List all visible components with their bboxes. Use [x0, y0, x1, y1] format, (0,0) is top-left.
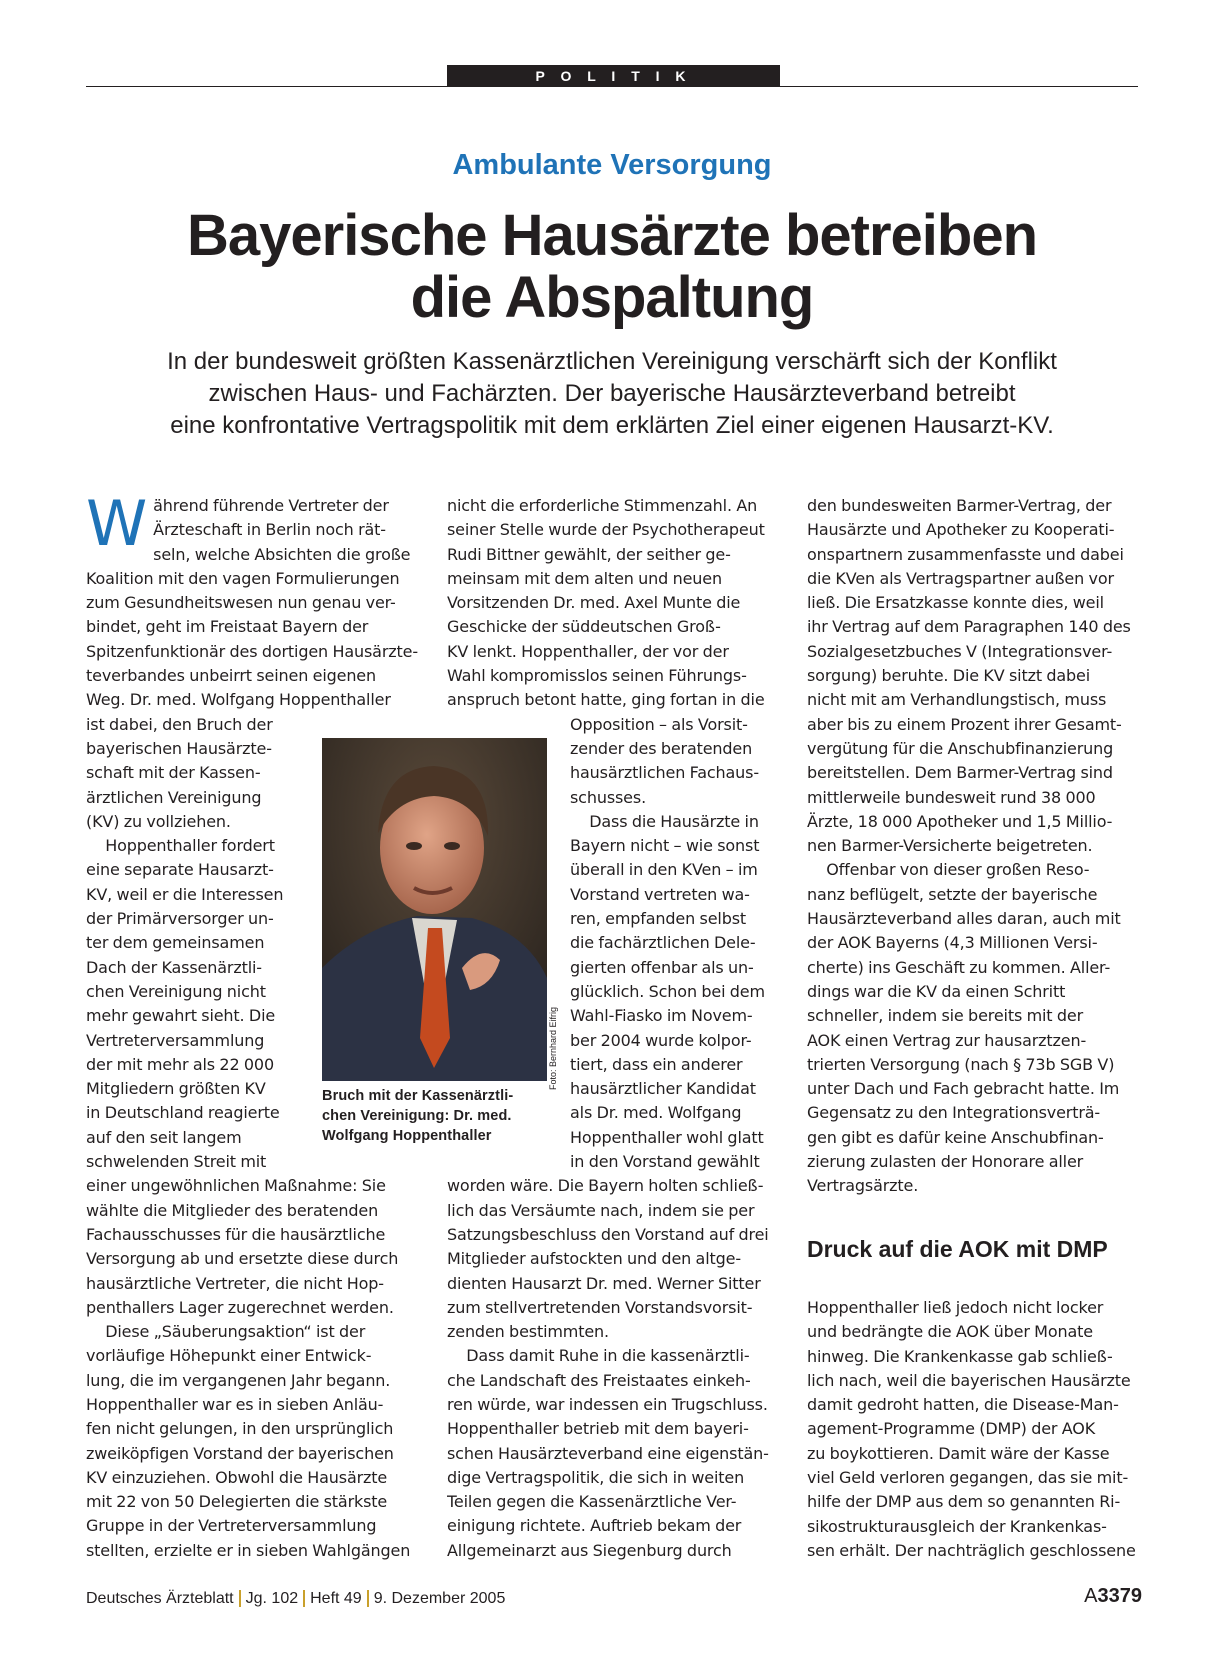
text-line: schaft mit der Kassen- — [86, 763, 261, 783]
journal-date: 9. Dezember 2005 — [373, 1590, 506, 1607]
text-line: schen Hausärzteverband eine eigenstän- — [447, 1443, 769, 1463]
text-line: Hoppenthaller betrieb mit dem bayeri- — [447, 1419, 749, 1439]
text-line: hausärztlichen Fachaus- — [570, 763, 759, 783]
col2-top-block — [447, 494, 781, 713]
text-line: (KV) zu vollziehen. — [86, 811, 231, 831]
text-line: Geschicke der süddeutschen Groß- — [447, 617, 721, 637]
article-lead — [86, 346, 1138, 442]
text-line: Vorsitzenden Dr. med. Axel Munte die — [447, 593, 741, 613]
text-line: nanz beflügelt, setzte der bayerische — [807, 884, 1098, 904]
text-line: trierten Versorgung (nach § 73b SGB V) — [807, 1054, 1115, 1074]
text-line: seiner Stelle wurde der Psychotherapeut — [447, 520, 765, 540]
text-line: zum stellvertretenden Vorstandsvorsit- — [447, 1297, 753, 1317]
text-line: schusses. — [570, 787, 647, 807]
text-line: wählte die Mitglieder des beratenden — [86, 1200, 379, 1220]
text-line: überall in den KVen – im — [570, 860, 758, 880]
col1-tail-block — [86, 1174, 424, 1563]
article-kicker: Ambulante Versorgung — [452, 149, 772, 181]
section-rubric-label: P O L I T I K — [535, 68, 692, 84]
text-line: bereitstellen. Dem Barmer-Vertrag sind — [807, 763, 1113, 783]
text-line: hausärztliche Vertreter, die nicht Hop- — [86, 1273, 384, 1293]
col2-tail-block — [447, 1174, 781, 1563]
text-line: Hoppenthaller war es in sieben Anläu- — [86, 1394, 384, 1414]
page-number-value: 3379 — [1097, 1585, 1142, 1607]
text-line: Fachausschusses für die hausärztliche — [86, 1224, 386, 1244]
text-line: ährend führende Vertreter der — [153, 496, 389, 515]
text-line: KV einzuziehen. Obwohl die Hausärzte — [86, 1467, 388, 1487]
page-number — [1084, 1585, 1142, 1608]
text-line: Vorstand vertreten wa- — [570, 884, 750, 904]
text-line: Wahl-Fiasko im Novem- — [570, 1006, 753, 1026]
text-line: che Landschaft des Freistaates einkeh- — [447, 1370, 751, 1390]
text-line: zender des beratenden — [570, 738, 753, 758]
article-subheading: Druck auf die AOK mit DMP — [807, 1236, 1108, 1262]
text-line: Allgemeinarzt aus Siegenburg durch — [447, 1540, 732, 1560]
text-line: einigung richtete. Auftrieb bekam der — [447, 1516, 742, 1536]
caption-line: Bruch mit der Kassenärztli- — [322, 1088, 514, 1104]
text-line: Koalition mit den vagen Formulierungen — [86, 568, 400, 588]
text-line: ren, empfanden selbst — [570, 909, 747, 929]
text-line: tiert, dass ein anderer — [570, 1054, 743, 1074]
text-line: Gruppe in der Vertreterversammlung — [86, 1516, 377, 1536]
text-line: Hoppenthaller fordert — [105, 836, 275, 856]
text-line: Teilen gegen die Kassenärztliche Ver- — [447, 1492, 737, 1512]
text-line: hilfe der DMP aus dem so genannten Ri- — [807, 1492, 1121, 1512]
text-line: den bundesweiten Barmer-Vertrag, der — [807, 496, 1112, 515]
text-line: gen gibt es dafür keine Anschubfinan- — [807, 1127, 1104, 1147]
text-line: sorgung) beruhte. Die KV sitzt dabei — [807, 666, 1091, 686]
portrait-photo — [322, 738, 547, 1081]
text-line: der mit mehr als 22 000 — [86, 1054, 274, 1074]
text-line: Bayern nicht – wie sonst — [570, 836, 760, 856]
text-line: Dass die Hausärzte in — [589, 811, 759, 831]
text-line: zu boykottieren. Damit wäre der Kasse — [807, 1443, 1110, 1463]
text-line: anspruch betont hatte, ging fortan in die — [447, 690, 765, 710]
text-line: mittlerweile bundesweit rund 38 000 — [807, 787, 1096, 807]
text-line: Dach der Kassenärztli- — [86, 957, 262, 977]
text-line: onspartnern zusammenfasste und dabei — [807, 544, 1124, 564]
text-line: Versorgung ab und ersetzte diese durch — [86, 1249, 399, 1269]
text-line: teverbandes unbeirrt seinen eigenen — [86, 666, 376, 686]
col1-block — [86, 567, 424, 713]
text-line: als Dr. med. Wolfgang — [570, 1103, 742, 1123]
text-line: in Deutschland reagierte — [86, 1103, 280, 1123]
text-line: eine separate Hausarzt- — [86, 860, 274, 880]
text-line: seln, welche Absichten die große — [153, 544, 411, 564]
text-line: Ärzte, 18 000 Apotheker und 1,5 Millio- — [807, 811, 1113, 831]
text-line: schneller, indem sie bereits mit der — [807, 1006, 1083, 1026]
text-line: glücklich. Schon bei dem — [570, 981, 765, 1001]
text-line: Vertreterversammlung — [86, 1030, 265, 1050]
text-line: ber 2004 wurde kolpor- — [570, 1030, 752, 1050]
text-line: hinweg. Die Krankenkasse gab schließ- — [807, 1346, 1113, 1366]
text-line: Vertragsärzte. — [807, 1176, 919, 1196]
text-line: Opposition – als Vorsit- — [570, 714, 748, 734]
journal-issue: Heft 49 — [310, 1590, 362, 1607]
text-line: Mitgliedern größten KV — [86, 1079, 266, 1099]
text-line: unter Dach und Fach gebracht hatte. Im — [807, 1079, 1120, 1099]
text-line: gierten offenbar als un- — [570, 957, 754, 977]
text-line: AOK einen Vertrag zur hausarztzen- — [807, 1030, 1087, 1050]
text-line: ter dem gemeinsamen — [86, 933, 265, 953]
text-line: viel Geld verloren gegangen, das sie mit- — [807, 1468, 1129, 1488]
text-line: Dass damit Ruhe in die kassenärztli- — [466, 1346, 750, 1366]
text-line: der Primärversorger un- — [86, 909, 274, 929]
text-line: Diese „Säuberungsaktion“ ist der — [105, 1322, 366, 1342]
text-line: zierung zulasten der Honorare aller — [807, 1152, 1084, 1172]
text-column-3 — [807, 494, 1141, 1199]
text-line: sen erhält. Der nachträglich geschlossene — [807, 1540, 1136, 1560]
text-line: Sozialgesetzbuches V (Integrationsver- — [807, 641, 1113, 661]
text-line: KV lenkt. Hoppenthaller, der vor der — [447, 641, 729, 661]
col3-after-block — [807, 1296, 1141, 1563]
text-line: hausärztlicher Kandidat — [570, 1079, 756, 1099]
page-footer — [86, 1590, 505, 1608]
text-line: Hausärzte und Apotheker zu Kooperati- — [807, 520, 1115, 540]
text-line: Mitglieder aufstockten und den altge- — [447, 1249, 741, 1269]
journal-name: Deutsches Ärzteblatt — [86, 1590, 234, 1607]
text-line: Hausärzteverband alles daran, auch mit — [807, 909, 1121, 929]
footer-separator — [303, 1590, 305, 1607]
text-line: ließ. Die Ersatzkasse konnte dies, weil — [807, 593, 1104, 613]
text-line: schwelenden Streit mit — [86, 1152, 267, 1172]
text-line: fen nicht gelungen, in den ursprünglich — [86, 1419, 394, 1439]
text-line: lich das Versäumte nach, indem sie per — [447, 1200, 755, 1220]
text-line: damit gedroht hatten, die Disease-Man- — [807, 1395, 1119, 1415]
footer-separator — [367, 1590, 369, 1607]
text-line: Spitzenfunktionär des dortigen Hausärzte- — [86, 641, 418, 661]
text-line: ist dabei, den Bruch der — [86, 714, 273, 734]
text-line: Hoppenthaller ließ jedoch nicht locker — [807, 1298, 1104, 1317]
text-line: zweiköpfigen Vorstand der bayerischen — [86, 1443, 394, 1463]
journal-volume: Jg. 102 — [245, 1590, 299, 1607]
text-line: der AOK Bayerns (4,3 Millionen Versi- — [807, 933, 1098, 953]
text-line: Rudi Bittner gewählt, der seither ge- — [447, 544, 731, 564]
text-line: Gegensatz zu den Integrationsverträ- — [807, 1103, 1101, 1123]
text-line: die fachärztlichen Dele- — [570, 933, 756, 953]
text-line: die KVen als Vertragspartner außen vor — [807, 568, 1114, 588]
text-line: bayerischen Hausärzte- — [86, 738, 272, 758]
text-line: KV, weil er die Interessen — [86, 884, 284, 904]
text-line: vorläufige Höhepunkt einer Entwick- — [86, 1346, 372, 1366]
text-line: dige Vertragspolitik, die sich in weiten — [447, 1467, 745, 1487]
text-line: chen Vereinigung nicht — [86, 981, 266, 1001]
section-rubric — [447, 65, 780, 87]
text-line: in den Vorstand gewählt — [570, 1152, 760, 1172]
lead-line: eine konfrontative Vertragspolitik mit dem erklärten Ziel einer eigenen Hausarzt-KV. — [170, 412, 1054, 439]
text-line: zenden bestimmten. — [447, 1322, 609, 1342]
text-line: sikostrukturausgleich der Krankenkas- — [807, 1516, 1107, 1536]
text-line: lung, die im vergangenen Jahr begann. — [86, 1370, 391, 1390]
headline-line: Bayerische Hausärzte betreiben — [186, 203, 1038, 268]
text-line: Weg. Dr. med. Wolfgang Hoppenthaller — [86, 690, 391, 710]
text-line: meinsam mit dem alten und neuen — [447, 568, 722, 588]
caption-line: Wolfgang Hoppenthaller — [322, 1128, 492, 1144]
text-line: Ärzteschaft in Berlin noch rät- — [153, 520, 386, 540]
text-line: und bedrängte die AOK über Monate — [807, 1322, 1093, 1342]
lead-line: zwischen Haus- und Fachärzten. Der bayerische Hausärzteverband betreibt — [208, 380, 1016, 407]
text-line: nicht mit am Verhandlungstisch, muss — [807, 690, 1107, 710]
text-line: dienten Hausarzt Dr. med. Werner Sitter — [447, 1273, 761, 1293]
text-line: bindet, geht im Freistaat Bayern der — [86, 617, 369, 637]
col1-narrow-block — [86, 713, 302, 1175]
text-line: einer ungewöhnlichen Maßnahme: Sie — [86, 1176, 386, 1196]
text-line: lich nach, weil die bayerischen Hausärzte — [807, 1370, 1131, 1390]
text-line: worden wäre. Die Bayern holten schließ- — [447, 1176, 764, 1196]
text-line: mit 22 von 50 Delegierten die stärkste — [86, 1492, 388, 1512]
caption-line: chen Vereinigung: Dr. med. — [322, 1108, 512, 1124]
text-column-3-continued — [807, 1296, 1141, 1563]
text-line: dings war die KV da einen Schritt — [807, 981, 1066, 1001]
text-line: Wahl kompromisslos seinen Führungs- — [447, 666, 747, 686]
header-rule — [86, 86, 1138, 87]
drop-cap: W — [86, 487, 148, 560]
text-line: Satzungsbeschluss den Vorstand auf drei — [447, 1224, 769, 1244]
footer-separator — [239, 1590, 241, 1607]
text-line: vergütung für die Anschubfinanzierung — [807, 738, 1114, 758]
text-line: mehr gewahrt sieht. Die — [86, 1006, 276, 1026]
headline-line: die Abspaltung — [410, 265, 814, 330]
page-prefix: A — [1084, 1585, 1098, 1607]
text-line: agement-Programme (DMP) der AOK — [807, 1419, 1096, 1439]
photo-caption — [322, 1086, 547, 1146]
col3-block — [807, 494, 1141, 1199]
text-line: cherte) ins Geschäft zu kommen. Aller- — [807, 957, 1111, 977]
text-line: nen Barmer-Versicherte beigetreten. — [807, 836, 1093, 856]
text-line: nicht die erforderliche Stimmenzahl. An — [447, 496, 758, 515]
text-line: zum Gesundheitswesen nun genau ver- — [86, 593, 396, 613]
article-headline — [86, 205, 1138, 329]
photo-credit: Foto: Bernhard Eifrig — [548, 1006, 558, 1090]
text-line: stellten, erzielte er in sieben Wahlgängen — [86, 1540, 411, 1560]
text-line: Hoppenthaller wohl glatt — [570, 1127, 764, 1147]
text-line: ärztlichen Vereinigung — [86, 787, 262, 807]
text-line: ren würde, war indessen ein Trugschluss. — [447, 1394, 768, 1414]
text-line: Offenbar von dieser großen Reso- — [826, 860, 1090, 880]
text-line: penthallers Lager zugerechnet werden. — [86, 1297, 394, 1317]
text-line: auf den seit langem — [86, 1127, 242, 1147]
col2-wrap-block — [570, 713, 781, 1175]
lead-line: In der bundesweit größten Kassenärztlichen Vereinigung verschärft sich der Konflikt — [167, 348, 1057, 375]
text-line: ihr Vertrag auf dem Paragraphen 140 des — [807, 617, 1131, 637]
text-line: aber bis zu einem Prozent ihrer Gesamt- — [807, 714, 1122, 734]
